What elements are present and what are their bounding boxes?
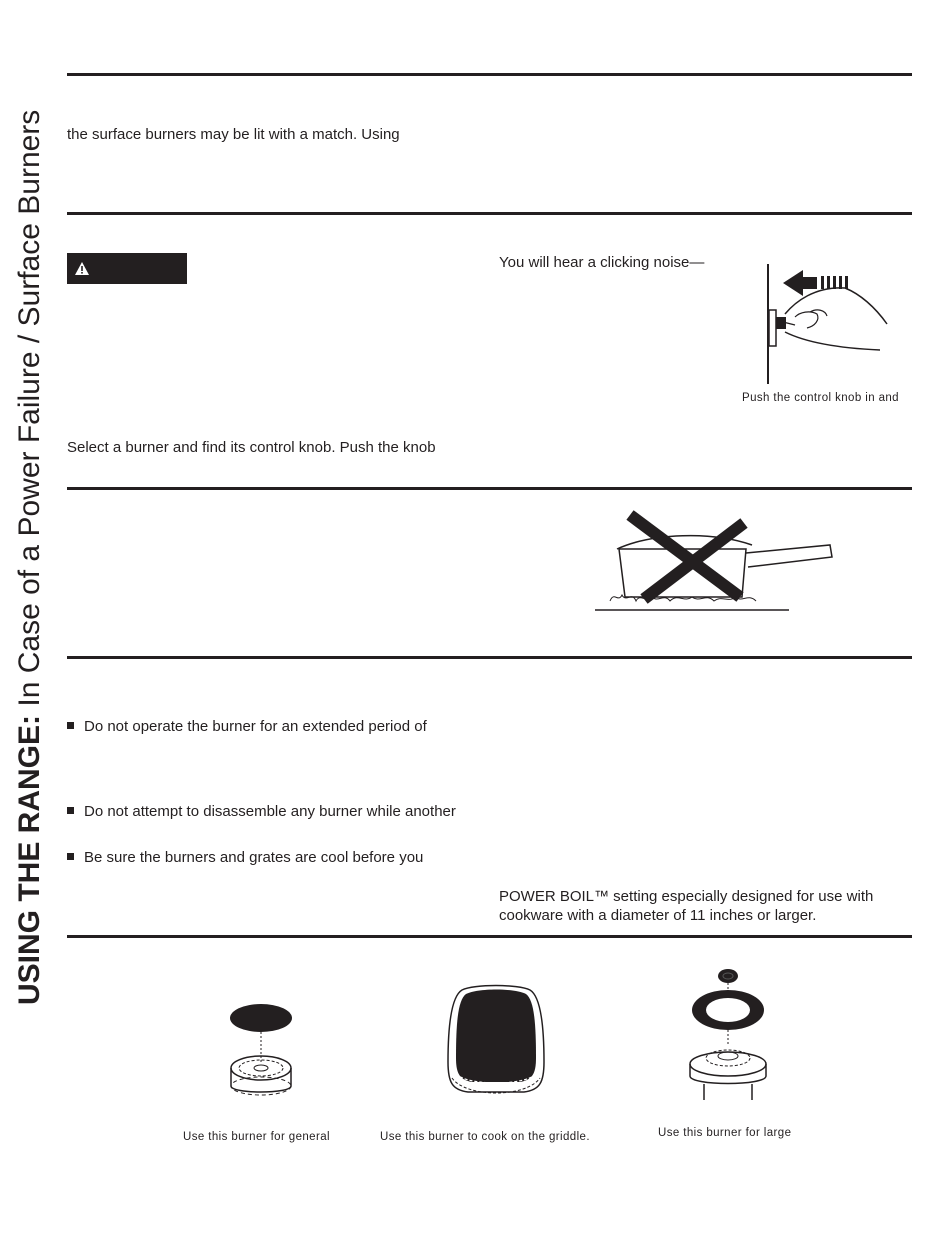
bullet-square-icon [67,722,74,729]
griddle-burner-illustration [444,982,548,1100]
warning-triangle-icon [75,262,89,275]
power-boil-text-1: POWER BOIL™ setting especially designed for use with [499,888,874,905]
power-failure-intro: the surface burners may be lit with a match. Using [67,126,400,143]
section-divider [67,935,912,938]
section-divider [67,212,912,215]
power-boil-text-2: cookware with a diameter of 11 inches or larger. [499,907,817,924]
list-item [67,849,423,867]
push-knob-illustration [755,262,895,386]
clicking-noise-text: You will hear a clicking noise— [499,254,705,271]
general-burner-caption: Use this burner for general [183,1131,330,1143]
wrong-pot-illustration [592,505,842,615]
side-title [12,110,48,1005]
bullet-square-icon [67,853,74,860]
bullet-square-icon [67,807,74,814]
side-title-rest: In Case of a Power Failure / Surface Burners [13,109,46,707]
list-item [67,803,456,821]
large-burner-illustration [684,966,772,1106]
side-title-bold: USING THE RANGE: [13,714,46,1005]
select-burner-text: Select a burner and find its control knob. Push the knob [67,439,436,456]
bullet-text: Be sure the burners and grates are cool before you [84,849,424,866]
section-divider [67,73,912,76]
section-divider [67,656,912,659]
knob-caption: Push the control knob in and [742,392,899,404]
bullet-text: Do not operate the burner for an extended period of [84,718,427,735]
section-divider [67,487,912,490]
large-burner-caption: Use this burner for large [658,1127,792,1139]
warning-box [67,253,187,284]
general-burner-illustration [220,1000,302,1105]
bullet-text: Do not attempt to disassemble any burner while another [84,803,456,820]
griddle-burner-caption: Use this burner to cook on the griddle. [380,1131,590,1143]
list-item [67,718,427,736]
